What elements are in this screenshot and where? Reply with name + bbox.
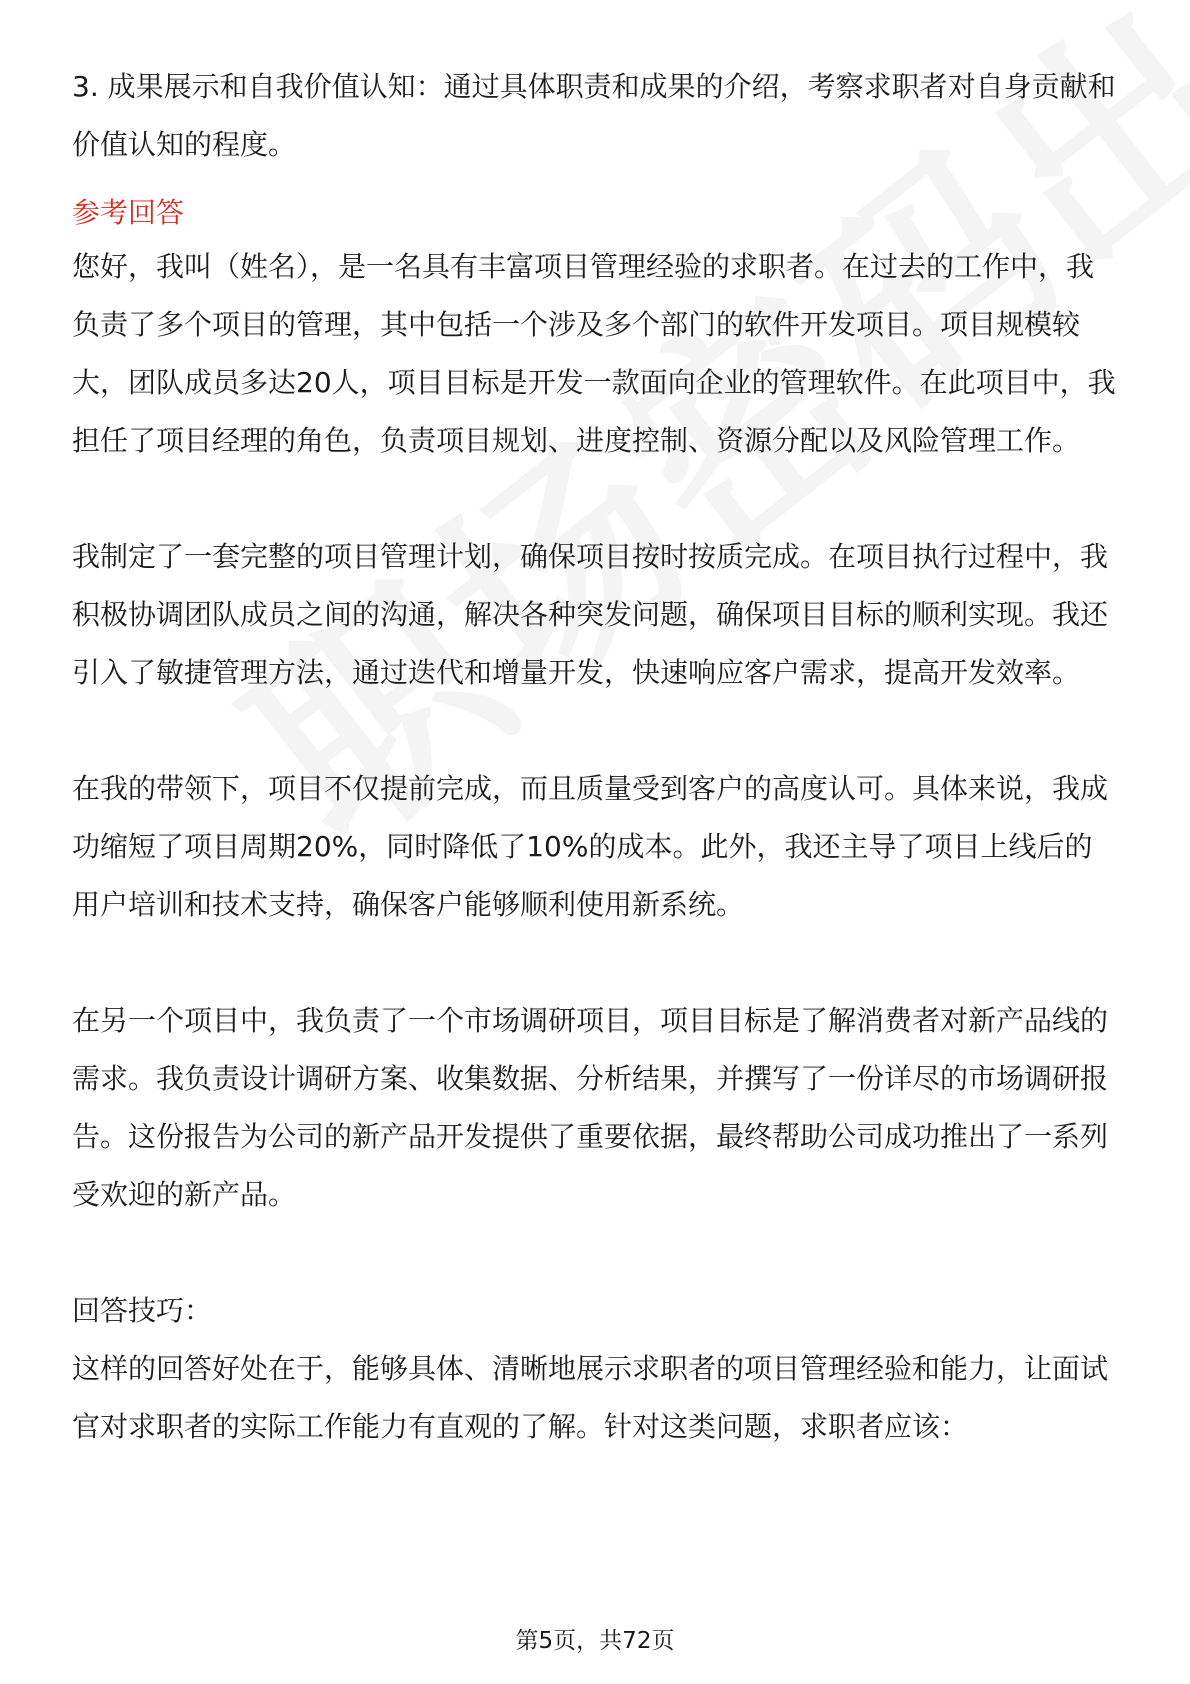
tips-heading: 回答技巧： [72,1294,213,1327]
answer-paragraph-3: 在我的带领下，项目不仅提前完成，而且质量受到客户的高度认可。具体来说，我成功缩短了项目周期20%，同时降低了10%的成本。此外，我还主导了项目上线后的用户培训和技术支持，确保客户能够顺利使用新系统。 [72,772,1109,921]
intro-item-3: 3. 成果展示和自我价值认知：通过具体职责和成果的介绍，考察求职者对自身贡献和价值认知的程度。 [72,70,1116,161]
page-footer: 第5页，共72页 [515,1628,675,1654]
answer-paragraph-1: 您好，我叫（姓名），是一名具有丰富项目管理经验的求职者。在过去的工作中，我负责了多个项目的管理，其中包括一个涉及多个部门的软件开发项目。项目规模较大，团队成员多达20人，项目目标是开发一款面向企业的管理软件。在此项目中，我担任了项目经理的角色，负责项目规划、进度控制、资源分配以及风险管理工作。 [72,250,1116,457]
tips-text: 这样的回答好处在于，能够具体、清晰地展示求职者的项目管理经验和能力，让面试官对求职者的实际工作能力有直观的了解。针对这类问题，求职者应该： [72,1352,1109,1443]
reference-heading: 参考回答 [72,196,185,229]
answer-paragraph-4: 在另一个项目中，我负责了一个市场调研项目，项目目标是了解消费者对新产品线的需求。我负责设计调研方案、收集数据、分析结果，并撰写了一份详尽的市场调研报告。这份报告为公司的新产品开发提供了重要依据，最终帮助公司成功推出了一系列受欢迎的新产品。 [72,1004,1109,1211]
page-content [72,58,1118,1456]
answer-paragraph-2: 我制定了一套完整的项目管理计划，确保项目按时按质完成。在项目执行过程中，我积极协调团队成员之间的沟通，解决各种突发问题，确保项目目标的顺利实现。我还引入了敏捷管理方法，通过迭代和增量开发，快速响应客户需求，提高开发效率。 [72,540,1109,689]
